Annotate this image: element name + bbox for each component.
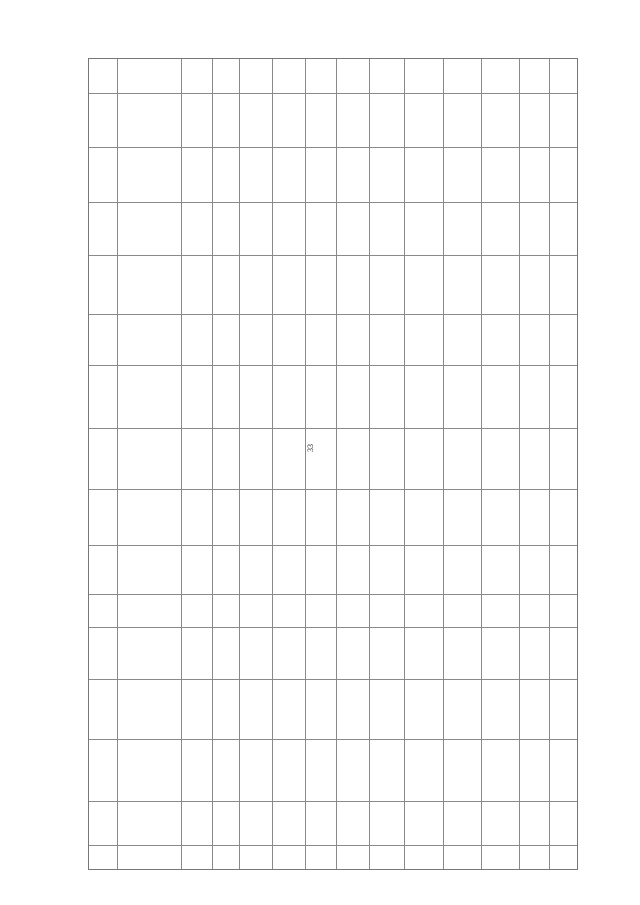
table-row-divider xyxy=(89,679,577,680)
table-row-divider xyxy=(89,545,577,546)
table-row-divider xyxy=(89,202,577,203)
table-column-divider xyxy=(272,59,273,869)
table-row-divider xyxy=(89,365,577,366)
table-row-divider xyxy=(89,93,577,94)
table-row-divider xyxy=(89,801,577,802)
page-number: 33 xyxy=(306,444,315,452)
table-frame xyxy=(88,58,578,870)
table-column-divider xyxy=(305,59,306,869)
table-column-divider xyxy=(117,59,118,869)
table-column-divider xyxy=(519,59,520,869)
table-column-divider xyxy=(443,59,444,869)
table-row-divider xyxy=(89,147,577,148)
table-column-divider xyxy=(336,59,337,869)
table-row-divider xyxy=(89,428,577,429)
table-row-divider xyxy=(89,489,577,490)
table-column-divider xyxy=(239,59,240,869)
table-column-divider xyxy=(369,59,370,869)
table-row-divider xyxy=(89,627,577,628)
table-column-divider xyxy=(181,59,182,869)
table-column-divider xyxy=(212,59,213,869)
table-row-divider xyxy=(89,255,577,256)
table-column-divider xyxy=(549,59,550,869)
table-row-divider xyxy=(89,739,577,740)
table-row-divider xyxy=(89,594,577,595)
table-row-divider xyxy=(89,314,577,315)
table-column-divider xyxy=(404,59,405,869)
table-column-divider xyxy=(481,59,482,869)
table-row-divider xyxy=(89,845,577,846)
